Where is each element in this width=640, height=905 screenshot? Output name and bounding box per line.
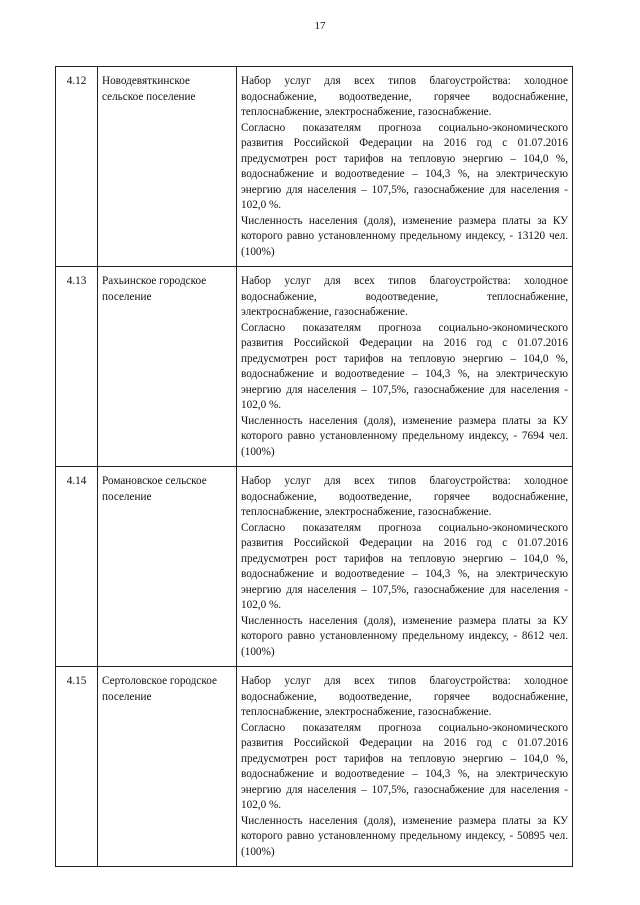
settlement-description [237, 467, 573, 667]
settlement-description [237, 667, 573, 867]
forecast-text: Согласно показателям прогноза социально-экономического развития Российской Федерации на 2016 год с 01.07.2016 предусмотрен рост тарифов на тепловую энергию – 104,0 %, водоснабжение и водоотведение – 104,3 %, на электрическую энергию для населения – 107,5%, газоснабжение для населения - 102,0 %. [241, 121, 568, 211]
page-number: 17 [314, 20, 326, 32]
row-number: 4.15 [56, 667, 98, 867]
table-row [56, 67, 573, 267]
services-text: Набор услуг для всех типов благоустройства: холодное водоснабжение, водоотведение, теплоснабжение, электроснабжение, газоснабжение. [241, 275, 568, 318]
row-number: 4.14 [56, 467, 98, 667]
row-number: 4.12 [56, 67, 98, 267]
table-row [56, 667, 573, 867]
population-text: Численность населения (доля), изменение размера платы за КУ которого равно установленному предельному индексу, - 13120 чел. (100%) [241, 214, 568, 258]
table-row [56, 467, 573, 667]
forecast-text: Согласно показателям прогноза социально-экономического развития Российской Федерации на 2016 год с 01.07.2016 предусмотрен рост тарифов на тепловую энергию – 104,0 %, водоснабжение и водоотведение – 104,3 %, на электрическую энергию для населения – 107,5%, газоснабжение для населения - 102,0 %. [241, 321, 568, 411]
table-row [56, 267, 573, 467]
settlement-name: Сертоловское городское поселение [98, 667, 237, 867]
services-text: Набор услуг для всех типов благоустройства: холодное водоснабжение, водоотведение, горячее водоснабжение, теплоснабжение, электроснабжение, газоснабжение. [241, 475, 568, 518]
settlement-description [237, 67, 573, 267]
row-number: 4.13 [56, 267, 98, 467]
settlement-name: Новодевяткинское сельское поселение [98, 67, 237, 267]
settlements-table [55, 66, 573, 867]
services-text: Набор услуг для всех типов благоустройства: холодное водоснабжение, водоотведение, горячее водоснабжение, теплоснабжение, электроснабжение, газоснабжение. [241, 675, 568, 718]
settlement-description [237, 267, 573, 467]
settlement-name: Рахьинское городское поселение [98, 267, 237, 467]
forecast-text: Согласно показателям прогноза социально-экономического развития Российской Федерации на 2016 год с 01.07.2016 предусмотрен рост тарифов на тепловую энергию – 104,0 %, водоснабжение и водоотведение – 104,3 %, на электрическую энергию для населения – 107,5%, газоснабжение для населения - 102,0 %. [241, 521, 568, 611]
population-text: Численность населения (доля), изменение размера платы за КУ которого равно установленному предельному индексу, - 50895 чел. (100%) [241, 814, 568, 858]
population-text: Численность населения (доля), изменение размера платы за КУ которого равно установленному предельному индексу, - 7694 чел. (100%) [241, 414, 568, 458]
services-text: Набор услуг для всех типов благоустройства: холодное водоснабжение, водоотведение, горячее водоснабжение, теплоснабжение, электроснабжение, газоснабжение. [241, 75, 568, 118]
population-text: Численность населения (доля), изменение размера платы за КУ которого равно установленному предельному индексу, - 8612 чел. (100%) [241, 614, 568, 658]
settlement-name: Романовское сельское поселение [98, 467, 237, 667]
forecast-text: Согласно показателям прогноза социально-экономического развития Российской Федерации на 2016 год с 01.07.2016 предусмотрен рост тарифов на тепловую энергию – 104,0 %, водоснабжение и водоотведение – 104,3 %, на электрическую энергию для населения – 107,5%, газоснабжение для населения - 102,0 %. [241, 721, 568, 811]
